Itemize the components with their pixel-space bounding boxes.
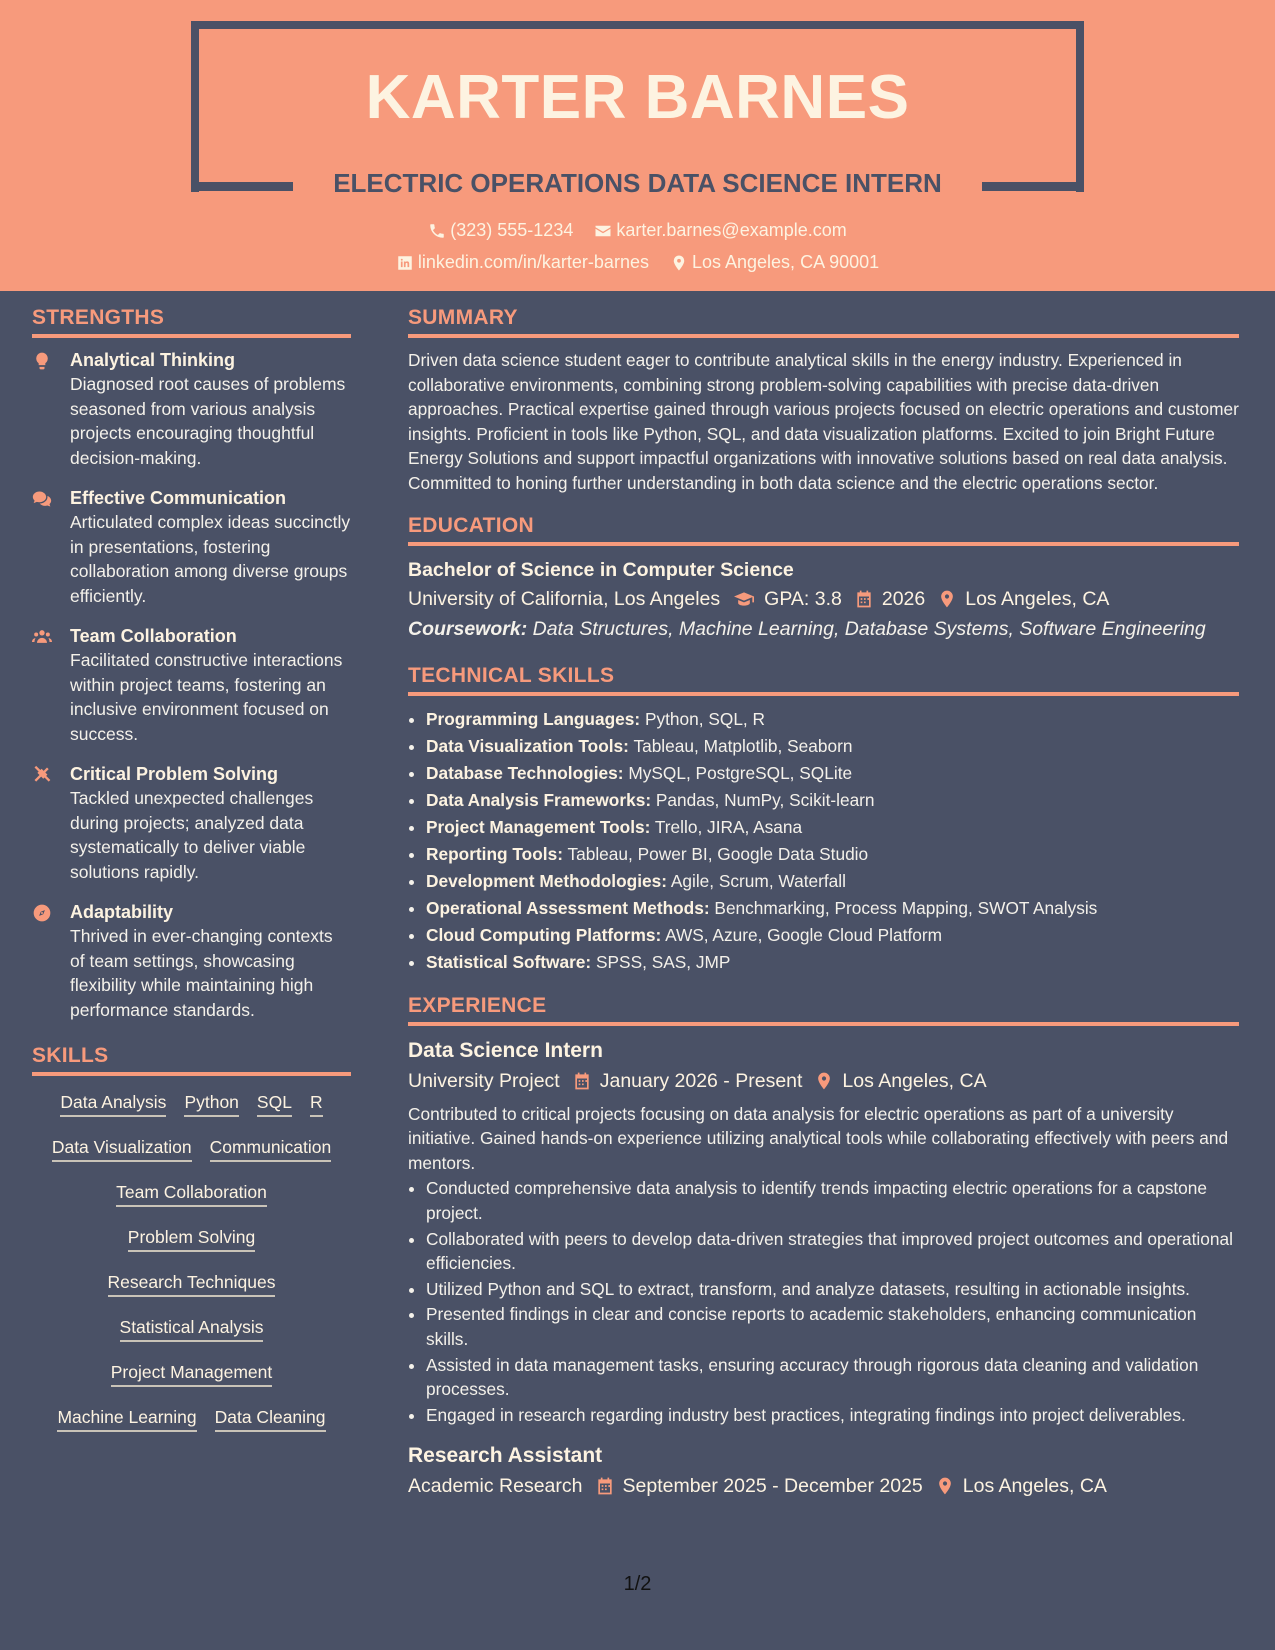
skill-tag: Data Visualization [52, 1135, 192, 1162]
skills-row [32, 1180, 351, 1225]
job-entry [408, 1036, 1239, 1428]
tools-icon [32, 765, 52, 785]
linkedin-contact[interactable] [396, 252, 649, 273]
strength-title: Effective Communication [70, 488, 287, 508]
map-pin-icon [935, 1476, 955, 1496]
strength-item [32, 900, 351, 1022]
skill-value: Benchmarking, Process Mapping, SWOT Analysis [714, 897, 1098, 918]
technical-skills-heading: TECHNICAL SKILLS [408, 664, 1239, 696]
strength-item [32, 624, 351, 746]
skill-value: AWS, Azure, Google Cloud Platform [665, 924, 943, 945]
coursework-list: Data Structures, Machine Learning, Database Systems, Software Engineering [532, 617, 1206, 640]
list-item [426, 949, 1239, 976]
skills-row [32, 1405, 351, 1450]
strength-title: Team Collaboration [70, 626, 237, 646]
job-description: Contributed to critical projects focusing on data analysis for electric operations as part of a university initiative. Gained hands-on experience utilizing analytical tools while collaborating effectively with peers and mentors. [408, 1103, 1229, 1173]
skill-tag: Project Management [111, 1360, 272, 1387]
school-name: University of California, Los Angeles [408, 587, 721, 610]
skill-value: MySQL, PostgreSQL, SQLite [628, 762, 853, 783]
job-meta [408, 1066, 1239, 1096]
skill-value: Trello, JIRA, Asana [654, 816, 803, 837]
technical-skills-list [426, 706, 1239, 976]
summary-text: Driven data science student eager to contribute analytical skills in the energy industry. Experienced in collaborative environments, combining strong problem-solving capabilities with precise data-driven approaches. Practical expertise gained through various projects focused on electric operations and customer insights. Proficient in tools like Python, SQL, and data visualization platforms. Excited to join Bright Future Energy Solutions and support impactful organizations with innovative solutions based on real data analysis. Committed to honing further understanding in both data science and the electric operations sector. [408, 350, 1239, 493]
skill-value: Python, SQL, R [644, 708, 766, 729]
coursework-label: Coursework: [408, 617, 528, 640]
linkedin-text[interactable]: linkedin.com/in/karter-barnes [417, 252, 649, 272]
map-pin-icon [814, 1071, 834, 1091]
skill-tag: Data Cleaning [215, 1405, 326, 1432]
skills-heading: SKILLS [32, 1044, 351, 1076]
job-bullets [426, 1176, 1239, 1427]
degree-title: Bachelor of Science in Computer Science [408, 558, 794, 581]
list-item: • Assisted in data management tasks, ensuring accuracy through rigorous data cleaning and validation processes. [426, 1353, 1239, 1402]
skill-value: Tableau, Power BI, Google Data Studio [567, 843, 869, 864]
job-org: University Project [408, 1069, 560, 1092]
skill-tag: SQL [257, 1090, 292, 1117]
skill-label: Programming Languages: [426, 708, 641, 729]
skill-label: Data Analysis Frameworks: [426, 789, 652, 810]
strength-item [32, 486, 351, 608]
job-location: Los Angeles, CA [962, 1475, 1107, 1498]
map-pin-icon [937, 589, 957, 609]
strength-desc: Thrived in ever-changing contexts of team settings, showcasing flexibility while maintaining high performance standards. [70, 926, 333, 1020]
skill-label: Reporting Tools: [426, 843, 563, 864]
graduation-year: 2026 [881, 587, 926, 610]
skill-label: Data Visualization Tools: [426, 735, 629, 756]
skill-tag: Research Techniques [108, 1270, 276, 1297]
skills-row [32, 1225, 351, 1270]
compass-icon [32, 903, 52, 923]
experience-heading: EXPERIENCE [408, 994, 1239, 1026]
phone-contact [428, 220, 573, 241]
skill-label: Operational Assessment Methods: [426, 897, 710, 918]
skills-row [32, 1090, 351, 1135]
list-item [426, 760, 1239, 787]
contact-row-1 [0, 220, 1275, 245]
skill-tag: Python [184, 1090, 238, 1117]
job-entry [408, 1441, 1239, 1501]
list-item [426, 841, 1239, 868]
skill-label: Development Methodologies: [426, 870, 667, 891]
job-dates: January 2026 - Present [599, 1069, 803, 1092]
list-item: • Engaged in research regarding industry best practices, integrating findings into project deliverables. [426, 1403, 1239, 1428]
calendar-icon [595, 1476, 615, 1496]
left-column [32, 306, 351, 1450]
skill-label: Statistical Software: [426, 951, 592, 972]
list-item: • Conducted comprehensive data analysis to identify trends impacting electric operations for a capstone project. [426, 1176, 1239, 1225]
list-item: • Collaborated with peers to develop data-driven strategies that improved project outcomes and operational efficiencies. [426, 1227, 1239, 1276]
strength-title: Critical Problem Solving [70, 764, 279, 784]
skill-value: Agile, Scrum, Waterfall [670, 870, 846, 891]
skills-row [32, 1360, 351, 1405]
email-contact[interactable] [594, 220, 846, 241]
list-item [426, 706, 1239, 733]
envelope-icon [594, 222, 612, 240]
strength-item [32, 762, 351, 884]
skill-value: SPSS, SAS, JMP [596, 951, 731, 972]
phone-text: (323) 555-1234 [450, 220, 574, 240]
job-dates: September 2025 - December 2025 [622, 1475, 923, 1498]
skills-row [32, 1315, 351, 1360]
strength-title: Analytical Thinking [70, 350, 236, 370]
strength-item [32, 348, 351, 470]
strength-desc: Diagnosed root causes of problems seasoned from various analysis projects encouraging thoughtful decision-making. [70, 374, 346, 468]
strength-desc: Facilitated constructive interactions within project teams, fostering an inclusive environment focused on success. [70, 650, 343, 744]
job-location: Los Angeles, CA [842, 1069, 987, 1092]
right-column [408, 306, 1239, 1501]
skill-tag: Communication [210, 1135, 332, 1162]
contact-row-2 [0, 252, 1275, 277]
strength-desc: Articulated complex ideas succinctly in presentations, fostering collaboration among diverse groups efficiently. [70, 512, 351, 606]
comments-icon [32, 489, 52, 509]
linkedin-icon [396, 254, 414, 272]
phone-icon [428, 222, 446, 240]
skill-label: Cloud Computing Platforms: [426, 924, 662, 945]
skill-tag: Problem Solving [128, 1225, 255, 1252]
list-item [426, 895, 1239, 922]
calendar-icon [854, 589, 874, 609]
job-position: Data Science Intern [408, 1038, 603, 1062]
resume-header [0, 0, 1275, 291]
skill-value: Pandas, NumPy, Scikit-learn [655, 789, 875, 810]
skill-tag: Data Analysis [60, 1090, 166, 1117]
list-item: • Utilized Python and SQL to extract, transform, and analyze datasets, resulting in actionable insights. [426, 1277, 1239, 1302]
list-item [426, 787, 1239, 814]
page-number: 1/2 [623, 1573, 652, 1595]
lightbulb-icon [32, 351, 52, 371]
list-item [426, 814, 1239, 841]
education-location: Los Angeles, CA [965, 587, 1110, 610]
skills-row [32, 1135, 351, 1180]
skill-tag: Team Collaboration [116, 1180, 267, 1207]
gpa-text: GPA: 3.8 [764, 587, 842, 610]
summary-heading: SUMMARY [408, 306, 1239, 338]
list-item [426, 868, 1239, 895]
skill-label: Project Management Tools: [426, 816, 651, 837]
job-title: ELECTRIC OPERATIONS DATA SCIENCE INTERN [333, 168, 942, 198]
calendar-icon [572, 1071, 592, 1091]
coursework [408, 614, 1239, 644]
graduation-cap-icon [732, 589, 756, 609]
list-item [426, 733, 1239, 760]
list-item [426, 922, 1239, 949]
users-icon [32, 627, 52, 647]
skill-tag: Statistical Analysis [120, 1315, 264, 1342]
job-position: Research Assistant [408, 1444, 603, 1468]
skill-label: Database Technologies: [426, 762, 624, 783]
candidate-name: KARTER BARNES [365, 63, 910, 132]
skills-row [32, 1270, 351, 1315]
location-text: Los Angeles, CA 90001 [691, 252, 880, 272]
skill-tag: R [310, 1090, 323, 1117]
education-meta [408, 584, 1239, 614]
strengths-heading: STRENGTHS [32, 306, 351, 338]
job-org: Academic Research [408, 1475, 583, 1498]
strength-title: Adaptability [70, 902, 174, 922]
job-meta [408, 1471, 1239, 1501]
map-pin-icon [670, 254, 688, 272]
location-contact [670, 252, 879, 273]
skills-tags [32, 1090, 351, 1450]
list-item: • Presented findings in clear and concise reports to academic stakeholders, enhancing communication skills. [426, 1302, 1239, 1351]
email-text[interactable]: karter.barnes@example.com [616, 220, 847, 240]
skill-value: Tableau, Matplotlib, Seaborn [633, 735, 853, 756]
skill-tag: Machine Learning [57, 1405, 196, 1432]
strength-desc: Tackled unexpected challenges during projects; analyzed data systematically to deliver viable solutions rapidly. [70, 788, 314, 882]
education-heading: EDUCATION [408, 514, 1239, 546]
